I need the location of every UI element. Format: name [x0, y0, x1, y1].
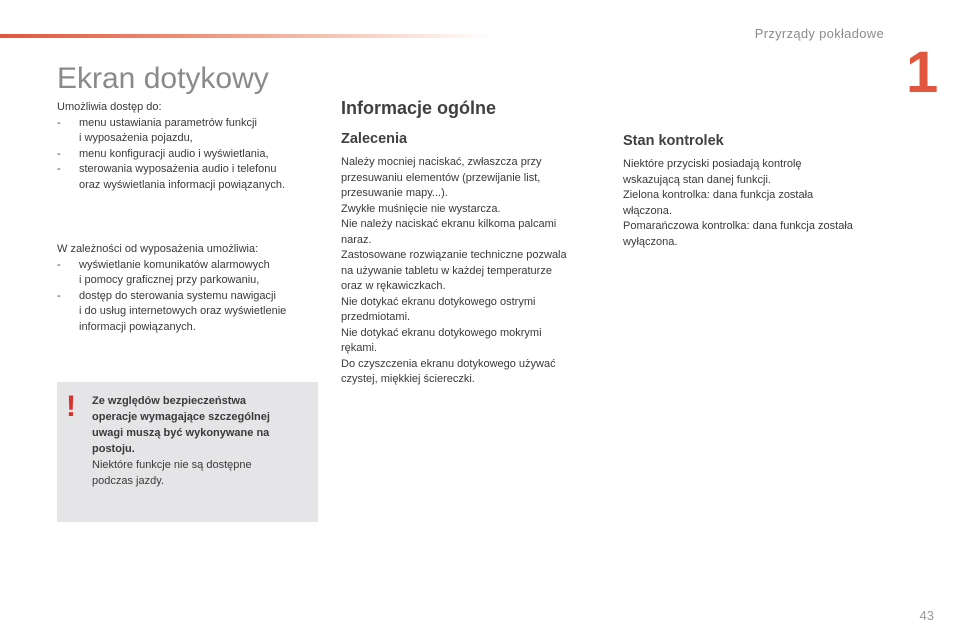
- list-item: - wyświetlanie komunikatów alarmowych i pomocy graficznej przy parkowaniu,: [57, 258, 270, 286]
- warning-text: Ze względów bezpieczeństwa operacje wymagające szczególnej uwagi muszą być wykonywane na postoju. Niektóre funkcje nie są dostępne podczas jazdy.: [92, 395, 270, 487]
- intro-text: Umożliwia dostęp do:: [57, 101, 162, 113]
- page-number: 43: [919, 608, 934, 623]
- header-accent-bar: [0, 34, 490, 38]
- recommendations-text: Należy mocniej naciskać, zwłaszcza przy przesuwaniu elementów (przewijanie list, przesuwanie mapy...). Zwykłe muśnięcie nie wystarcza. Nie należy naciskać ekranu kilkoma palcami naraz. Zastosowane rozwiązanie techniczne pozwala na używanie tabletu w każdej temperaturze oraz w rękawiczkach. Nie dotykać ekranu dotykowego ostrymi przedmiotami. Nie dotykać ekranu dotykowego mokrymi rękami. Do czyszczenia ekranu dotykowego używać czystej, miękkiej ściereczki.: [341, 156, 567, 385]
- list-item: - menu ustawiania parametrów funkcji i wyposażenia pojazdu,: [57, 116, 257, 144]
- indicators-text: Niektóre przyciski posiadają kontrolę wskazującą stan danej funkcji. Zielona kontrolka: dana funkcja została włączona. Pomarańczowa kontrolka: dana funkcja została wyłączona.: [623, 158, 853, 248]
- intro-block: [57, 100, 319, 193]
- page-title: Ekran dotykowy: [57, 62, 269, 95]
- chapter-number: 1: [906, 40, 939, 105]
- equipment-list: [57, 258, 319, 336]
- recommendations-heading: Zalecenia: [341, 131, 408, 147]
- indicators-heading: Stan kontrolek: [623, 133, 724, 149]
- list-item: - menu konfiguracji audio i wyświetlania,: [57, 147, 269, 160]
- list-item: - sterowania wyposażenia audio i telefonu oraz wyświetlania informacji powiązanych.: [57, 163, 286, 191]
- intro2-text: W zależności od wyposażenia umożliwia:: [57, 243, 259, 255]
- general-info-heading: Informacje ogólne: [341, 98, 497, 118]
- section-title: Przyrządy pokładowe: [754, 26, 884, 41]
- equipment-block: [57, 242, 319, 335]
- list-item: - dostęp do sterowania systemu nawigacji i do usług internetowych oraz wyświetlenie informacji powiązanych.: [57, 289, 287, 333]
- access-list: [57, 116, 319, 194]
- exclamation-icon: !: [66, 390, 76, 423]
